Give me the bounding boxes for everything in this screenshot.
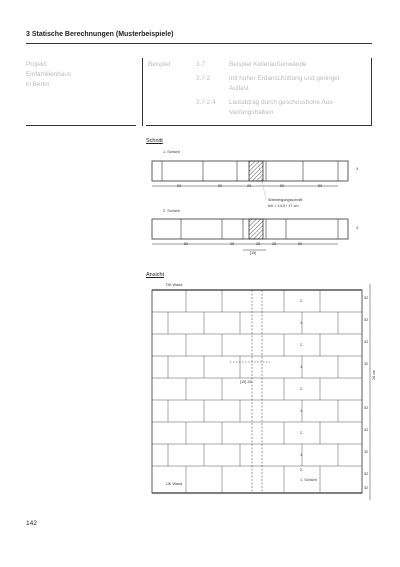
elevation-wall bbox=[152, 284, 370, 500]
wall-thickness-label-2: X bbox=[356, 226, 359, 230]
section-title: Schnitt bbox=[146, 138, 163, 144]
entry-text: Beispiel Kelleraußenwände bbox=[229, 61, 307, 68]
dim-mark: 32 bbox=[364, 406, 369, 410]
course-number: 2. bbox=[300, 431, 304, 435]
layer1-dim: 50 bbox=[218, 184, 223, 188]
page-number: 142 bbox=[26, 520, 37, 527]
layer2-section bbox=[152, 219, 348, 250]
beam-note-1: Wärmeigungsschnitt bbox=[268, 198, 303, 202]
dim-mark: 32 bbox=[364, 296, 369, 300]
project-label: Projekt: bbox=[26, 61, 48, 68]
course-number: 1. bbox=[300, 453, 304, 457]
example-label: Beispiel bbox=[148, 61, 171, 68]
layer1-dim: 50 bbox=[280, 184, 285, 188]
layer2-dim: 25 bbox=[272, 242, 277, 246]
dim-mark: 32 bbox=[364, 472, 369, 476]
center-label: [15] 26 bbox=[240, 380, 252, 384]
course-number: 1. bbox=[300, 365, 304, 369]
dim-mark: 32 bbox=[364, 318, 369, 322]
course-number: 2. bbox=[300, 387, 304, 391]
wall-thickness-label-1: X bbox=[356, 167, 359, 171]
entry-text: steifungsbalken bbox=[229, 109, 274, 116]
layer2-dim: 25 bbox=[230, 242, 235, 246]
course-number: 1. bbox=[300, 321, 304, 325]
dim-mark: 32 bbox=[364, 340, 369, 344]
bottom-edge-label: UK Wand bbox=[166, 482, 183, 486]
layer2-dim: 50 bbox=[184, 242, 189, 246]
layer1-dim: 50 bbox=[318, 184, 323, 188]
dim-mark: 32 bbox=[364, 486, 369, 490]
height-label: 26 cm bbox=[372, 369, 376, 380]
project-name: Einfamilienhaus bbox=[26, 71, 72, 78]
layer1-dim: 50 bbox=[177, 184, 182, 188]
chapter-title: 3 Statische Berechnungen (Musterbeispiele) bbox=[26, 31, 174, 38]
top-edge-label: OK Wand bbox=[166, 283, 183, 287]
layer2-dim: 50 bbox=[298, 242, 303, 246]
elevation-title: Ansicht bbox=[146, 272, 165, 278]
dim-mark: 32 bbox=[364, 428, 369, 432]
layer2-dim: 25 bbox=[256, 242, 261, 246]
entry-number: 3.7.2 bbox=[196, 75, 211, 82]
beam-note-2: b/h = 14,9 / 17 cm bbox=[268, 204, 299, 208]
dim-mark: 32 bbox=[364, 450, 369, 454]
course-number: 1. bbox=[300, 409, 304, 413]
course-label: 1. Schicht bbox=[300, 478, 317, 482]
layer1-label: 1. Schicht bbox=[163, 150, 180, 154]
entry-text: mit hoher Erdanschüttung und geringer bbox=[229, 75, 340, 82]
project-location: in Berlin bbox=[26, 81, 50, 88]
course-number: 2. bbox=[300, 468, 304, 472]
course-number: 2. bbox=[300, 299, 304, 303]
entry-number: 3.7.2.4 bbox=[196, 99, 216, 106]
entry-text: Lastabtrag durch geschosshohe Aus- bbox=[229, 99, 335, 106]
course-number: 2. bbox=[300, 343, 304, 347]
layer2-label: 2. Schicht bbox=[163, 209, 180, 213]
entry-text: Auflast bbox=[229, 85, 249, 92]
dim-mark: 32 bbox=[364, 362, 369, 366]
bottom-dim: [15] bbox=[250, 251, 257, 255]
layer1-section bbox=[152, 161, 348, 186]
layer1-dim: 25 bbox=[247, 184, 252, 188]
entry-number: 3.7 bbox=[196, 61, 205, 68]
